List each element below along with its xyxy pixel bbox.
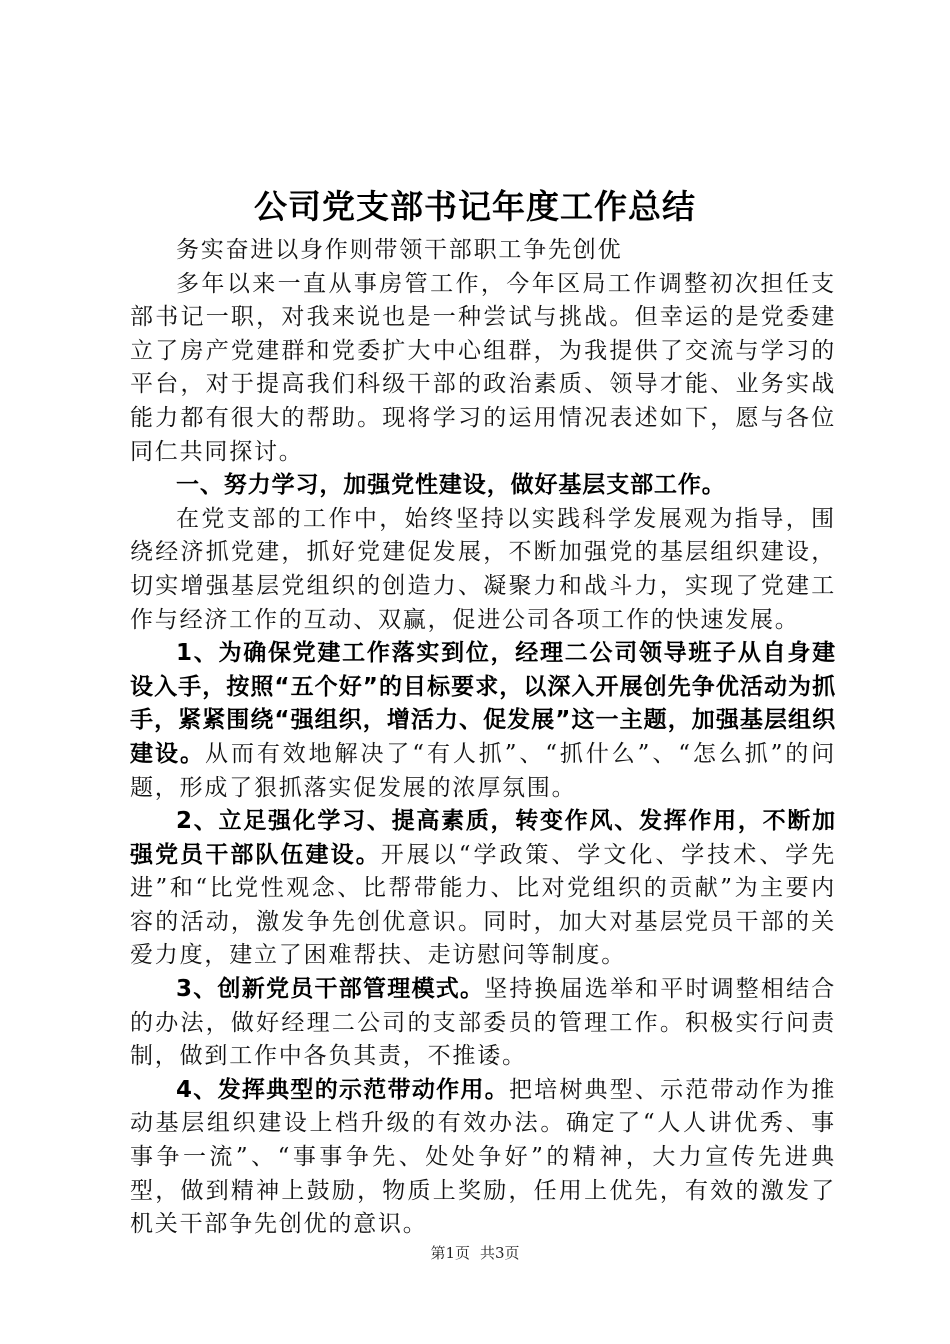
item-1-lead: 1、为确保党建工作落实到位，经理二公司领导班子从自身建设入手，按照“五个好”的目标要求，以深入开展创先争优活动为抓手，紧紧围绕“强组织，增活力、促发展”这一主题，加强基层组织建设。 (130, 640, 836, 767)
section-1-paragraph: 在党支部的工作中，始终坚持以实践科学发展观为指导，围绕经济抓党建，抓好党建促发展，不断加强党的基层组织建设，切实增强基层党组织的创造力、凝聚力和战斗力，实现了党建工作与经济工作的互动、双赢，促进公司各项工作的快速发展。 (130, 505, 836, 633)
item-4-text: 把培树典型、示范带动作为推动基层组织建设上档升级的有效办法。确定了“人人讲优秀、事事争一流”、“事事争先、处处争好”的精神，大力宣传先进典型，做到精神上鼓励，物质上奖励，任用上优先，有效的激发了机关干部争先创优的意识。 (130, 1076, 836, 1238)
document-title: 公司党支部书记年度工作总结 (254, 187, 696, 226)
page-number: 第1页 (430, 1244, 470, 1262)
document-body (130, 234, 836, 1242)
subtitle-paragraph: 务实奋进以身作则带领干部职工争先创优 (176, 237, 623, 263)
section-heading-1: 一、努力学习，加强党性建设，做好基层支部工作。 (176, 472, 726, 499)
item-3-paragraph (130, 973, 836, 1074)
item-1-paragraph (130, 637, 836, 805)
page-footer (0, 1243, 950, 1263)
page-total: 共3页 (480, 1244, 520, 1262)
item-2-paragraph (130, 805, 836, 973)
item-3-text: 坚持换届选举和平时调整相结合的办法，做好经理二公司的支部委员的管理工作。积极实行问责制，做到工作中各负其责，不推诿。 (130, 976, 836, 1070)
item-2-text: 开展以“学政策、学文化、学技术、学先进”和“比党性观念、比帮带能力、比对党组织的贡献”为主要内容的活动，激发争先创优意识。同时，加大对基层党员干部的关爱力度，建立了困难帮扶、走访慰问等制度。 (130, 841, 836, 969)
item-1-text: 从而有效地解决了“有人抓”、“抓什么”、“怎么抓”的问题，形成了狠抓落实促发展的浓厚氛围。 (130, 740, 836, 801)
item-4-paragraph (130, 1074, 836, 1242)
intro-paragraph: 多年以来一直从事房管工作，今年区局工作调整初次担任支部书记一职，对我来说也是一种尝试与挑战。但幸运的是党委建立了房产党建群和党委扩大中心组群，为我提供了交流与学习的平台，对于提高我们科级干部的政治素质、领导才能、业务实战能力都有很大的帮助。现将学习的运用情况表述如下，愿与各位同仁共同探讨。 (130, 270, 836, 465)
item-4-lead: 4、发挥典型的示范带动作用。 (176, 1076, 509, 1103)
item-3-lead: 3、创新党员干部管理模式。 (176, 976, 485, 1003)
item-2-lead: 2、立足强化学习、提高素质，转变作风、发挥作用，不断加强党员干部队伍建设。 (130, 808, 836, 868)
